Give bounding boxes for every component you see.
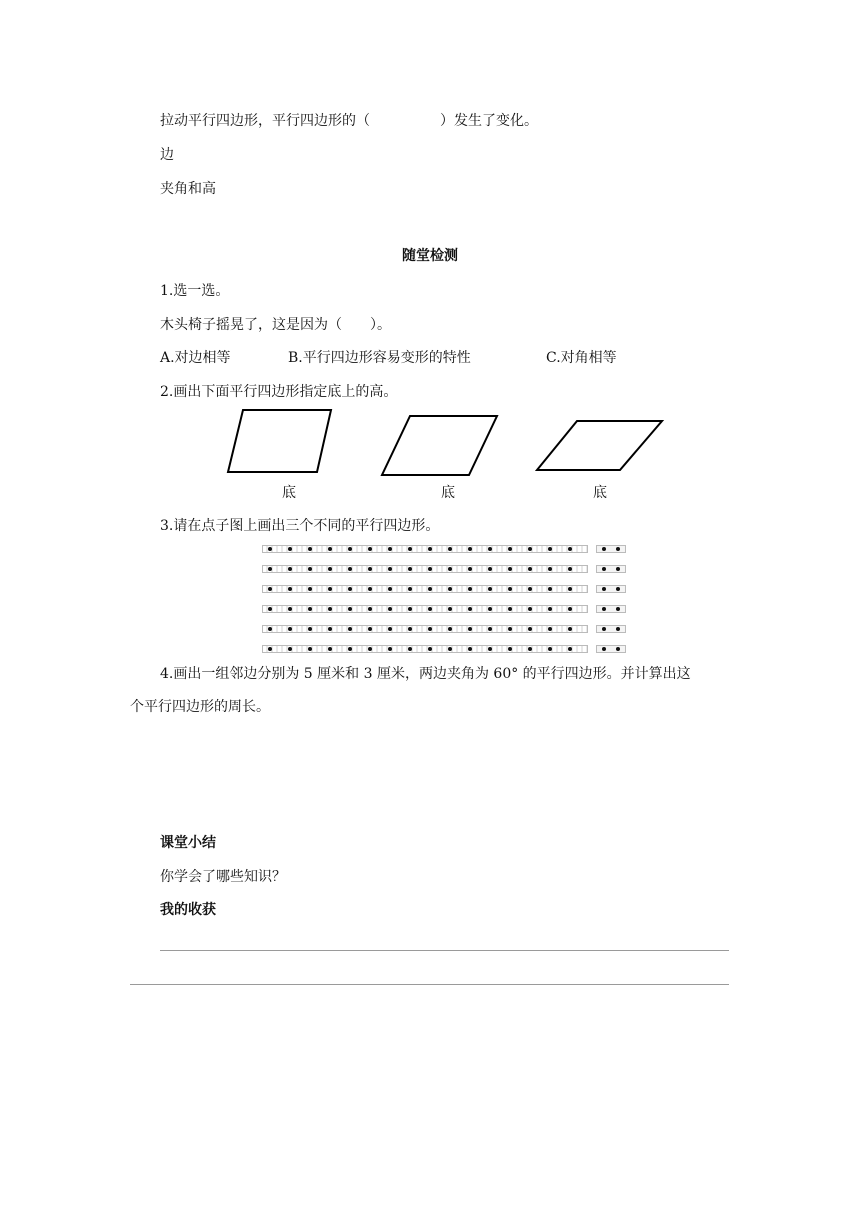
grid-dot [288, 607, 292, 611]
grid-dot [488, 567, 492, 571]
q1-choice-b: B.平行四边形容易变形的特性 [288, 350, 471, 366]
shape-1-base-label: 底 [282, 485, 296, 501]
grid-dot [328, 627, 332, 631]
grid-dot [616, 627, 620, 631]
grid-dot [568, 547, 572, 551]
grid-dot [288, 627, 292, 631]
grid-dot [508, 587, 512, 591]
grid-dot [428, 587, 432, 591]
q2-label: 2.画出下面平行四边形指定底上的高。 [160, 384, 398, 400]
q3-label: 3.请在点子图上画出三个不同的平行四边形。 [160, 518, 440, 534]
grid-dot [268, 627, 272, 631]
grid-dot [468, 547, 472, 551]
grid-dot [428, 627, 432, 631]
grid-dot [488, 547, 492, 551]
q4-line2: 个平行四边形的周长。 [130, 699, 270, 715]
dot-row-tail [596, 545, 626, 553]
grid-dot [308, 587, 312, 591]
grid-dot [602, 607, 606, 611]
grid-dot [308, 607, 312, 611]
grid-dot [548, 607, 552, 611]
q1-label: 1.选一选。 [160, 283, 230, 299]
grid-dot [548, 547, 552, 551]
grid-dot [508, 627, 512, 631]
summary-title: 课堂小结 [160, 835, 216, 851]
review-option-a: 边 [160, 147, 174, 163]
dot-row-tail [596, 585, 626, 593]
grid-dot [528, 607, 532, 611]
grid-dot [348, 627, 352, 631]
grid-dot [448, 567, 452, 571]
grid-dot [488, 587, 492, 591]
grid-dot [408, 607, 412, 611]
grid-dot [268, 587, 272, 591]
grid-dot [428, 647, 432, 651]
grid-dot [568, 567, 572, 571]
dot-grid [262, 545, 626, 651]
grid-dot [508, 647, 512, 651]
q1-stem: 木头椅子摇晃了，这是因为（ ）。 [160, 317, 391, 333]
grid-dot [408, 627, 412, 631]
review-option-b: 夹角和高 [160, 181, 216, 197]
q4-line1: 4.画出一组邻边分别为 5 厘米和 3 厘米，两边夹角为 60° 的平行四边形。并计算出这 [160, 666, 691, 682]
grid-dot [328, 647, 332, 651]
summary-prompt: 你学会了哪些知识？ [160, 869, 286, 885]
grid-dot [448, 587, 452, 591]
grid-dot [448, 607, 452, 611]
grid-dot [408, 567, 412, 571]
grid-dot [328, 607, 332, 611]
grid-dot [268, 607, 272, 611]
grid-dot [468, 587, 472, 591]
grid-dot [508, 567, 512, 571]
grid-dot [602, 547, 606, 551]
dot-row-tail [596, 625, 626, 633]
grid-dot [528, 547, 532, 551]
grid-dot [508, 547, 512, 551]
grid-dot [288, 567, 292, 571]
grid-dot [548, 647, 552, 651]
grid-dot [388, 567, 392, 571]
review-question: 拉动平行四边形，平行四边形的（ ）发生了变化。 [160, 113, 538, 129]
grid-dot [308, 627, 312, 631]
grid-dot [268, 547, 272, 551]
grid-dot [528, 627, 532, 631]
grid-dot [602, 587, 606, 591]
grid-dot [348, 567, 352, 571]
grid-dot [548, 587, 552, 591]
grid-dot [268, 567, 272, 571]
grid-dot [428, 607, 432, 611]
grid-dot [616, 647, 620, 651]
grid-dot [602, 567, 606, 571]
grid-dot [468, 627, 472, 631]
grid-dot [308, 547, 312, 551]
grid-dot [616, 607, 620, 611]
dot-row-tail [596, 605, 626, 613]
grid-dot [548, 567, 552, 571]
grid-dot [388, 607, 392, 611]
grid-dot [388, 547, 392, 551]
grid-dot [568, 627, 572, 631]
parallelogram-3 [537, 421, 662, 470]
grid-dot [616, 587, 620, 591]
grid-dot [288, 647, 292, 651]
grid-dot [488, 647, 492, 651]
grid-dot [388, 647, 392, 651]
shape-2-base-label: 底 [441, 485, 455, 501]
shape-3-base-label: 底 [593, 485, 607, 501]
grid-dot [368, 647, 372, 651]
answer-line-1 [160, 950, 729, 951]
grid-dot [288, 587, 292, 591]
parallelogram-2 [382, 416, 497, 475]
grid-dot [308, 647, 312, 651]
grid-dot [468, 567, 472, 571]
grid-dot [448, 647, 452, 651]
quiz-title: 随堂检测 [402, 248, 458, 264]
grid-dot [288, 547, 292, 551]
grid-dot [468, 647, 472, 651]
grid-dot [348, 607, 352, 611]
grid-dot [268, 647, 272, 651]
grid-dot [428, 567, 432, 571]
grid-dot [368, 547, 372, 551]
grid-dot [388, 627, 392, 631]
grid-dot [602, 627, 606, 631]
grid-dot [308, 567, 312, 571]
grid-dot [348, 547, 352, 551]
dot-row-tail [596, 565, 626, 573]
dot-row-tail [596, 645, 626, 653]
grid-dot [548, 627, 552, 631]
grid-dot [508, 607, 512, 611]
grid-dot [408, 647, 412, 651]
grid-dot [602, 647, 606, 651]
grid-dot [568, 587, 572, 591]
grid-dot [488, 627, 492, 631]
grid-dot [328, 567, 332, 571]
grid-dot [328, 587, 332, 591]
harvest-title: 我的收获 [160, 902, 216, 918]
grid-dot [428, 547, 432, 551]
grid-dot [568, 607, 572, 611]
grid-dot [368, 567, 372, 571]
grid-dot [528, 587, 532, 591]
grid-dot [448, 627, 452, 631]
parallelogram-1 [228, 410, 331, 472]
grid-dot [328, 547, 332, 551]
q1-choice-a: A.对边相等 [160, 350, 231, 366]
grid-dot [408, 587, 412, 591]
grid-dot [616, 567, 620, 571]
grid-dot [368, 607, 372, 611]
grid-dot [488, 607, 492, 611]
answer-line-2 [130, 984, 729, 985]
grid-dot [616, 547, 620, 551]
grid-dot [528, 647, 532, 651]
grid-dot [368, 587, 372, 591]
q1-choice-c: C.对角相等 [546, 350, 617, 366]
grid-dot [368, 627, 372, 631]
grid-dot [568, 647, 572, 651]
grid-dot [468, 607, 472, 611]
grid-dot [408, 547, 412, 551]
grid-dot [348, 587, 352, 591]
grid-dot [388, 587, 392, 591]
grid-dot [528, 567, 532, 571]
grid-dot [348, 647, 352, 651]
grid-dot [448, 547, 452, 551]
